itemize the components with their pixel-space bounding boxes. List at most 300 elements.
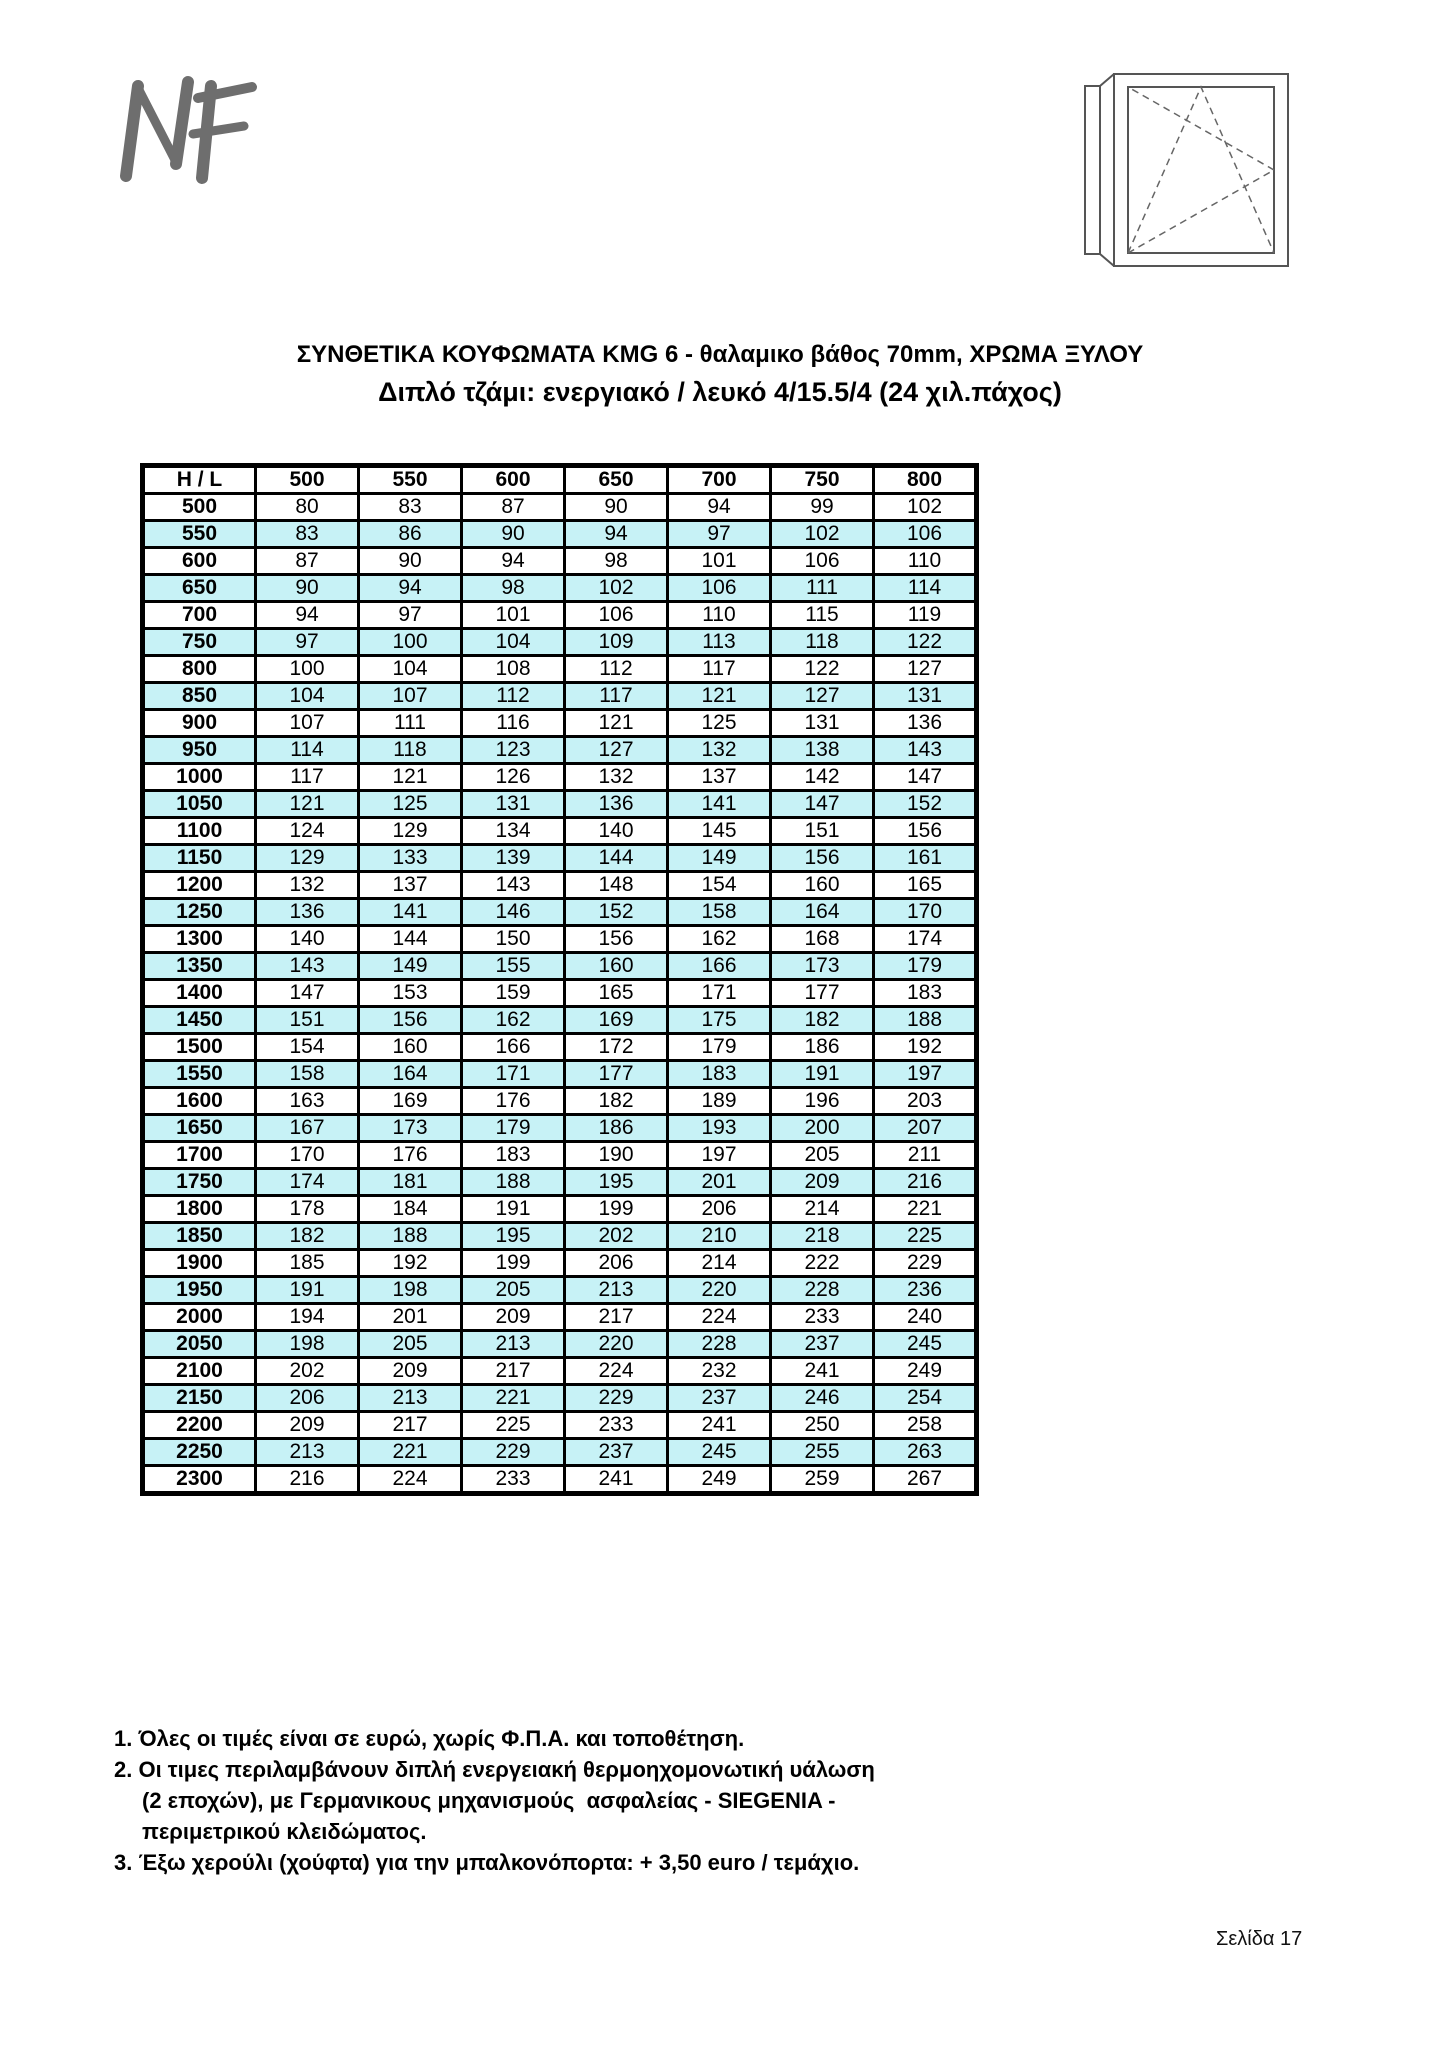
table-row [143,1088,977,1115]
price-cell: 174 [256,1169,359,1196]
row-header: 1100 [143,818,256,845]
price-cell: 213 [462,1331,565,1358]
row-header: 500 [143,494,256,521]
row-header: 1200 [143,872,256,899]
price-cell: 147 [874,764,977,791]
price-cell: 108 [462,656,565,683]
price-cell: 254 [874,1385,977,1412]
table-row [143,1034,977,1061]
table-row [143,1223,977,1250]
row-header: 1400 [143,980,256,1007]
price-cell: 166 [462,1034,565,1061]
price-cell: 189 [668,1088,771,1115]
row-header: 1450 [143,1007,256,1034]
row-header: 2100 [143,1358,256,1385]
row-header: 2250 [143,1439,256,1466]
footnote-line: 2. Οι τιμες περιλαμβάνουν διπλή ενεργειακή θερμοηχομονωτική υάλωση [114,1757,875,1782]
price-cell: 171 [462,1061,565,1088]
table-row [143,845,977,872]
price-cell: 123 [462,737,565,764]
price-cell: 217 [565,1304,668,1331]
price-cell: 255 [771,1439,874,1466]
price-cell: 258 [874,1412,977,1439]
table-row [143,1061,977,1088]
row-header: 1550 [143,1061,256,1088]
price-cell: 122 [874,629,977,656]
price-cell: 149 [359,953,462,980]
price-cell: 201 [668,1169,771,1196]
table-row [143,1115,977,1142]
price-cell: 179 [874,953,977,980]
price-cell: 198 [359,1277,462,1304]
table-row [143,926,977,953]
price-cell: 237 [565,1439,668,1466]
price-cell: 216 [256,1466,359,1494]
price-cell: 111 [771,575,874,602]
price-cell: 182 [256,1223,359,1250]
price-cell: 213 [565,1277,668,1304]
price-cell: 179 [462,1115,565,1142]
price-cell: 211 [874,1142,977,1169]
price-cell: 110 [874,548,977,575]
price-cell: 169 [359,1088,462,1115]
price-cell: 206 [565,1250,668,1277]
price-cell: 232 [668,1358,771,1385]
price-cell: 119 [874,602,977,629]
price-cell: 162 [668,926,771,953]
price-cell: 156 [874,818,977,845]
price-cell: 233 [565,1412,668,1439]
price-cell: 104 [359,656,462,683]
row-header: 550 [143,521,256,548]
col-header: 700 [668,466,771,494]
price-cell: 167 [256,1115,359,1142]
price-cell: 118 [771,629,874,656]
price-cell: 170 [256,1142,359,1169]
price-cell: 181 [359,1169,462,1196]
page-subtitle: Διπλό τζάμι: ενεργιακό / λευκό 4/15.5/4 (24 χιλ.πάχος) [378,377,1062,407]
table-row [143,575,977,602]
table-row [143,1412,977,1439]
price-cell: 267 [874,1466,977,1494]
price-cell: 228 [668,1331,771,1358]
price-cell: 182 [565,1088,668,1115]
price-cell: 177 [771,980,874,1007]
price-cell: 249 [668,1466,771,1494]
price-cell: 224 [359,1466,462,1494]
price-cell: 170 [874,899,977,926]
price-cell: 151 [256,1007,359,1034]
price-cell: 112 [565,656,668,683]
row-header: 1500 [143,1034,256,1061]
table-row [143,1250,977,1277]
price-cell: 156 [565,926,668,953]
price-cell: 113 [668,629,771,656]
price-cell: 210 [668,1223,771,1250]
price-cell: 188 [462,1169,565,1196]
table-row [143,1169,977,1196]
price-cell: 137 [668,764,771,791]
price-cell: 186 [565,1115,668,1142]
price-cell: 141 [668,791,771,818]
price-cell: 121 [256,791,359,818]
price-cell: 83 [359,494,462,521]
price-cell: 159 [462,980,565,1007]
price-cell: 94 [565,521,668,548]
price-cell: 218 [771,1223,874,1250]
table-row [143,683,977,710]
price-cell: 185 [256,1250,359,1277]
price-cell: 97 [256,629,359,656]
price-cell: 136 [256,899,359,926]
price-cell: 241 [565,1466,668,1494]
price-cell: 192 [874,1034,977,1061]
table-row [143,1385,977,1412]
price-cell: 98 [462,575,565,602]
price-cell: 90 [462,521,565,548]
price-cell: 191 [256,1277,359,1304]
price-cell: 131 [771,710,874,737]
price-cell: 90 [565,494,668,521]
price-cell: 121 [668,683,771,710]
price-cell: 164 [771,899,874,926]
price-cell: 136 [565,791,668,818]
price-cell: 205 [462,1277,565,1304]
price-cell: 188 [359,1223,462,1250]
table-row [143,1466,977,1494]
row-header: 1300 [143,926,256,953]
price-cell: 116 [462,710,565,737]
price-cell: 174 [874,926,977,953]
price-cell: 200 [771,1115,874,1142]
price-cell: 144 [359,926,462,953]
nf-logo-icon [110,74,260,189]
price-cell: 87 [462,494,565,521]
price-cell: 173 [359,1115,462,1142]
price-cell: 148 [565,872,668,899]
price-cell: 94 [256,602,359,629]
row-header: 1050 [143,791,256,818]
price-cell: 86 [359,521,462,548]
price-cell: 168 [771,926,874,953]
price-cell: 240 [874,1304,977,1331]
price-cell: 97 [359,602,462,629]
row-header: 1650 [143,1115,256,1142]
price-cell: 209 [359,1358,462,1385]
price-cell: 143 [256,953,359,980]
price-cell: 229 [565,1385,668,1412]
price-cell: 176 [462,1088,565,1115]
footnotes [114,1723,875,1878]
price-cell: 195 [565,1169,668,1196]
price-cell: 198 [256,1331,359,1358]
price-cell: 125 [359,791,462,818]
table-row [143,1196,977,1223]
price-cell: 121 [565,710,668,737]
price-cell: 139 [462,845,565,872]
price-cell: 196 [771,1088,874,1115]
price-cell: 115 [771,602,874,629]
price-cell: 155 [462,953,565,980]
price-cell: 182 [771,1007,874,1034]
price-cell: 90 [256,575,359,602]
price-cell: 109 [565,629,668,656]
footnote-line: 1. Όλες οι τιμές είναι σε ευρώ, χωρίς Φ.Π.Α. και τοποθέτηση. [114,1726,745,1751]
price-cell: 202 [256,1358,359,1385]
price-cell: 114 [256,737,359,764]
header-row [143,466,977,494]
price-cell: 217 [359,1412,462,1439]
price-cell: 106 [771,548,874,575]
window-drawing-icon [1080,70,1295,275]
price-cell: 110 [668,602,771,629]
price-cell: 140 [565,818,668,845]
price-cell: 118 [359,737,462,764]
price-cell: 106 [668,575,771,602]
table-row [143,1304,977,1331]
price-cell: 143 [874,737,977,764]
price-cell: 220 [565,1331,668,1358]
price-cell: 183 [668,1061,771,1088]
row-header: 2150 [143,1385,256,1412]
price-cell: 117 [256,764,359,791]
row-header: 650 [143,575,256,602]
price-cell: 186 [771,1034,874,1061]
row-header: 2300 [143,1466,256,1494]
row-header: 1150 [143,845,256,872]
price-cell: 151 [771,818,874,845]
price-cell: 190 [565,1142,668,1169]
price-cell: 114 [874,575,977,602]
table-row [143,1142,977,1169]
price-cell: 100 [256,656,359,683]
price-cell: 94 [359,575,462,602]
row-header: 2000 [143,1304,256,1331]
row-header: 750 [143,629,256,656]
price-cell: 104 [256,683,359,710]
price-table [140,463,979,1496]
price-cell: 175 [668,1007,771,1034]
price-cell: 245 [668,1439,771,1466]
price-cell: 233 [771,1304,874,1331]
price-cell: 176 [359,1142,462,1169]
price-cell: 83 [256,521,359,548]
price-cell: 228 [771,1277,874,1304]
price-cell: 141 [359,899,462,926]
price-cell: 213 [359,1385,462,1412]
price-cell: 199 [565,1196,668,1223]
price-cell: 178 [256,1196,359,1223]
price-cell: 191 [462,1196,565,1223]
price-cell: 241 [771,1358,874,1385]
price-cell: 117 [565,683,668,710]
price-cell: 94 [668,494,771,521]
price-cell: 106 [565,602,668,629]
price-cell: 126 [462,764,565,791]
table-row [143,494,977,521]
price-cell: 221 [874,1196,977,1223]
row-header: 1350 [143,953,256,980]
row-header: 1600 [143,1088,256,1115]
price-cell: 263 [874,1439,977,1466]
price-cell: 202 [565,1223,668,1250]
price-cell: 165 [565,980,668,1007]
table-row [143,872,977,899]
footnote-line: (2 εποχών), με Γερμανικους μηχανισμούς ασφαλείας - SIEGENIA - [142,1788,836,1813]
price-cell: 104 [462,629,565,656]
row-header: 1250 [143,899,256,926]
price-cell: 158 [256,1061,359,1088]
price-cell: 142 [771,764,874,791]
price-cell: 194 [256,1304,359,1331]
price-cell: 209 [256,1412,359,1439]
price-cell: 117 [668,656,771,683]
price-cell: 214 [668,1250,771,1277]
table-row [143,548,977,575]
page-title: ΣΥΝΘΕΤΙΚΑ ΚΟΥΦΩΜΑΤΑ KMG 6 - θαλαμικο βάθος 70mm, ΧΡΩΜΑ ΞΥΛΟΥ [296,341,1144,368]
price-cell: 154 [668,872,771,899]
row-header: 2050 [143,1331,256,1358]
corner-header: H / L [143,466,256,494]
price-cell: 201 [359,1304,462,1331]
price-cell: 191 [771,1061,874,1088]
col-header: 600 [462,466,565,494]
price-cell: 143 [462,872,565,899]
row-header: 950 [143,737,256,764]
price-cell: 205 [771,1142,874,1169]
price-cell: 147 [771,791,874,818]
price-cell: 221 [359,1439,462,1466]
table-row [143,521,977,548]
price-cell: 165 [874,872,977,899]
price-cell: 136 [874,710,977,737]
row-header: 2200 [143,1412,256,1439]
row-header: 600 [143,548,256,575]
price-cell: 102 [771,521,874,548]
price-cell: 97 [668,521,771,548]
table-row [143,791,977,818]
table-row [143,764,977,791]
price-cell: 241 [668,1412,771,1439]
price-cell: 87 [256,548,359,575]
price-cell: 111 [359,710,462,737]
price-cell: 129 [359,818,462,845]
price-cell: 193 [668,1115,771,1142]
price-cell: 156 [771,845,874,872]
price-cell: 183 [462,1142,565,1169]
price-cell: 160 [565,953,668,980]
price-cell: 112 [462,683,565,710]
price-cell: 162 [462,1007,565,1034]
price-cell: 161 [874,845,977,872]
price-cell: 237 [668,1385,771,1412]
window-svg [1080,70,1295,270]
price-cell: 246 [771,1385,874,1412]
price-cell: 156 [359,1007,462,1034]
price-cell: 213 [256,1439,359,1466]
price-cell: 107 [359,683,462,710]
price-cell: 153 [359,980,462,1007]
price-cell: 132 [256,872,359,899]
price-cell: 99 [771,494,874,521]
price-cell: 206 [256,1385,359,1412]
price-cell: 122 [771,656,874,683]
price-cell: 134 [462,818,565,845]
price-cell: 102 [874,494,977,521]
price-cell: 106 [874,521,977,548]
price-cell: 107 [256,710,359,737]
table-row [143,818,977,845]
price-cell: 250 [771,1412,874,1439]
price-cell: 220 [668,1277,771,1304]
price-cell: 102 [565,575,668,602]
price-cell: 101 [668,548,771,575]
price-cell: 249 [874,1358,977,1385]
row-header: 900 [143,710,256,737]
price-cell: 101 [462,602,565,629]
price-cell: 225 [874,1223,977,1250]
price-cell: 146 [462,899,565,926]
col-header: 800 [874,466,977,494]
title-block [0,341,1440,408]
price-cell: 129 [256,845,359,872]
table-row [143,1331,977,1358]
price-cell: 137 [359,872,462,899]
price-cell: 245 [874,1331,977,1358]
price-cell: 205 [359,1331,462,1358]
price-cell: 229 [874,1250,977,1277]
price-cell: 164 [359,1061,462,1088]
price-cell: 163 [256,1088,359,1115]
table-row [143,629,977,656]
price-cell: 124 [256,818,359,845]
footnote-line: 3. Έξω χερούλι (χούφτα) για την μπαλκονόπορτα: + 3,50 euro / τεμάχιο. [114,1850,860,1875]
footnote-line: περιμετρικού κλειδώματος. [142,1819,427,1844]
row-header: 1950 [143,1277,256,1304]
price-cell: 209 [771,1169,874,1196]
price-cell: 121 [359,764,462,791]
price-cell: 183 [874,980,977,1007]
price-cell: 127 [771,683,874,710]
price-cell: 203 [874,1088,977,1115]
row-header: 800 [143,656,256,683]
price-cell: 177 [565,1061,668,1088]
table-row [143,602,977,629]
price-cell: 149 [668,845,771,872]
price-cell: 158 [668,899,771,926]
table-row [143,1439,977,1466]
price-cell: 229 [462,1439,565,1466]
col-header: 500 [256,466,359,494]
price-cell: 197 [874,1061,977,1088]
page-number: Σελίδα 17 [1216,1928,1303,1950]
price-cell: 221 [462,1385,565,1412]
table-row [143,737,977,764]
price-cell: 100 [359,629,462,656]
table-row [143,1277,977,1304]
table-row [143,980,977,1007]
price-cell: 133 [359,845,462,872]
price-cell: 214 [771,1196,874,1223]
price-cell: 131 [874,683,977,710]
table-row [143,1007,977,1034]
price-cell: 152 [565,899,668,926]
price-cell: 209 [462,1304,565,1331]
table-row [143,953,977,980]
price-cell: 90 [359,548,462,575]
price-cell: 192 [359,1250,462,1277]
price-cell: 160 [359,1034,462,1061]
